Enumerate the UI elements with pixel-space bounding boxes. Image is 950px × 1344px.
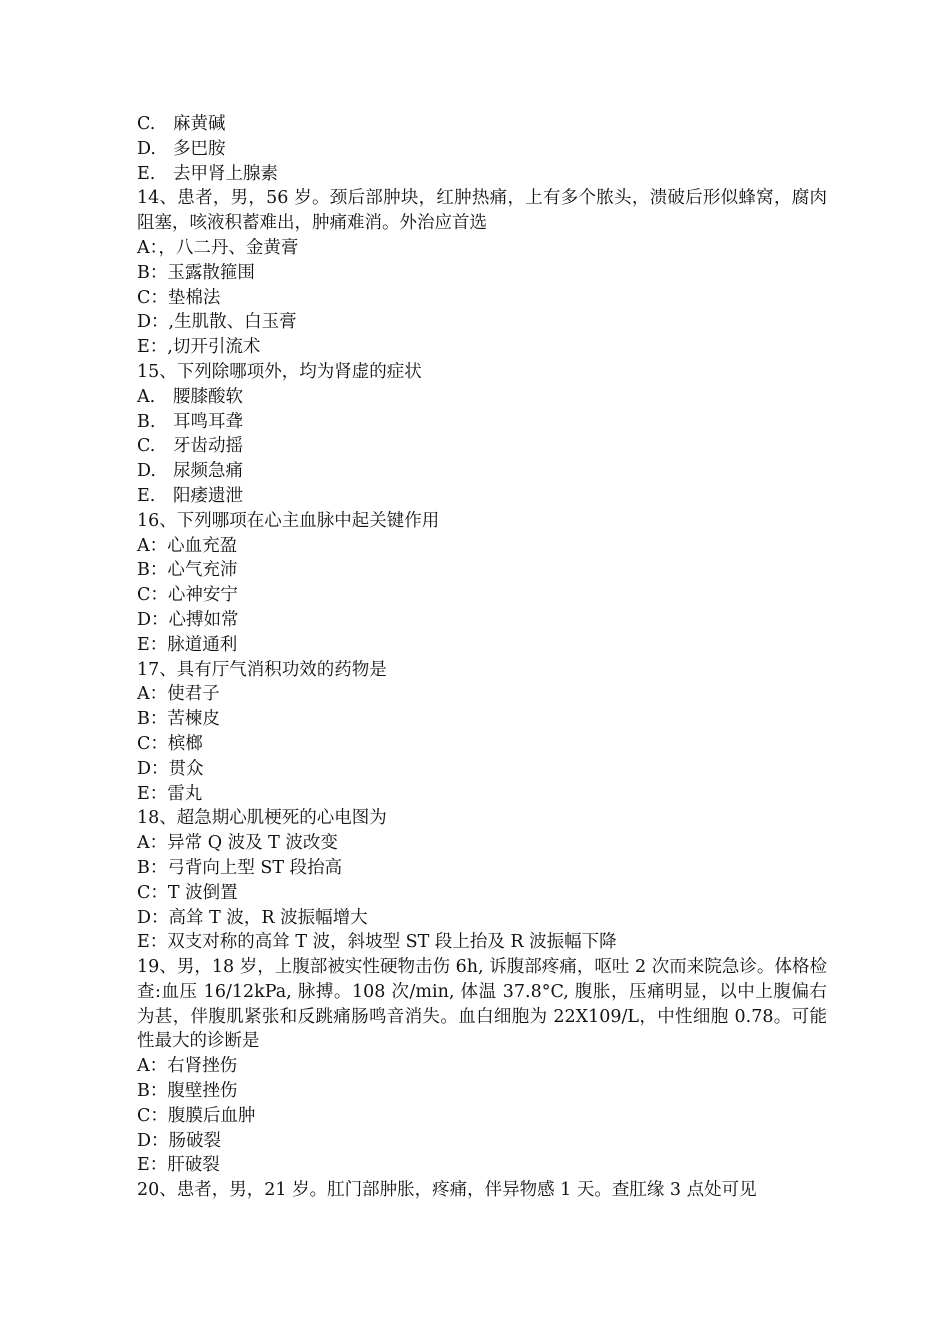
option-text: 麻黄碱 <box>173 114 226 134</box>
answer-option: A：，八二丹、金黄膏 <box>137 237 299 258</box>
option-label: B. <box>137 411 156 432</box>
answer-option: D：贯众 <box>137 758 204 779</box>
document-body <box>137 112 827 1203</box>
answer-option <box>137 137 827 162</box>
question-text: 14、患者，男，56 岁。颈后部肿块，红肿热痛，上有多个脓头，溃破后形似蜂窝，腐肉阻塞，咳液积蓄难出，肿痛难消。外治应首选 <box>137 188 827 234</box>
answer-option <box>137 434 827 459</box>
answer-option: D：高耸 T 波，R 波振幅增大 <box>137 907 368 928</box>
option-label: C. <box>137 436 156 457</box>
answer-option: E：,切开引流术 <box>137 337 261 358</box>
answer-option: C：垫棉法 <box>137 287 221 308</box>
question-text: 20、患者，男，21 岁。肛门部肿胀，疼痛，伴异物感 1 天。查肛缘 3 点处可见 <box>137 1180 757 1201</box>
answer-option: B：玉露散箍围 <box>137 262 255 283</box>
answer-option: B：苦楝皮 <box>137 709 220 730</box>
answer-option <box>137 162 827 187</box>
option-text: 腰膝酸软 <box>173 386 243 407</box>
answer-option: D：,生肌散、白玉膏 <box>137 312 297 333</box>
question-text: 18、超急期心肌梗死的心电图为 <box>137 808 387 829</box>
option-text: 阳痿遗泄 <box>173 485 243 506</box>
option-text: 耳鸣耳聋 <box>173 411 243 432</box>
option-label: E. <box>137 163 156 184</box>
answer-option: C：心神安宁 <box>137 585 238 606</box>
answer-option: A：心血充盈 <box>137 535 238 556</box>
answer-option: A：右肾挫伤 <box>137 1056 238 1077</box>
option-label: D. <box>137 461 156 482</box>
answer-option <box>137 385 827 410</box>
option-text: 尿频急痛 <box>173 461 243 482</box>
answer-option: C：槟榔 <box>137 733 203 754</box>
answer-option: D：肠破裂 <box>137 1130 222 1151</box>
answer-option: E：双支对称的高耸 T 波，斜坡型 ST 段上抬及 R 波振幅下降 <box>137 932 617 953</box>
option-text: 去甲肾上腺素 <box>173 163 278 184</box>
answer-option: C：T 波倒置 <box>137 882 238 903</box>
option-label: D. <box>137 138 156 159</box>
option-label: A. <box>137 386 156 407</box>
answer-option: B：腹壁挫伤 <box>137 1081 238 1102</box>
question-text: 16、下列哪项在心主血脉中起关键作用 <box>137 510 440 531</box>
answer-option <box>137 484 827 509</box>
answer-option <box>137 410 827 435</box>
question-text: 19、男，18 岁，上腹部被实性硬物击伤 6h, 诉腹部疼痛，呕吐 2 次而来院急诊。体格检查:血压 16/12kPa, 脉搏。108 次/min, 体温 37.8°C, 腹胀，压痛明显，以中上腹偏右为甚，伴腹肌紧张和反跳痛肠鸣音消失。血白细胞为 22X109/L，中性细胞 0.78。可能性最大的诊断是 <box>137 957 827 1052</box>
answer-option: E：脉道通利 <box>137 634 238 655</box>
option-label: C. <box>137 114 156 134</box>
question-text: 17、具有厅气消积功效的药物是 <box>137 659 387 680</box>
option-text: 牙齿动摇 <box>173 436 243 457</box>
answer-option: A：使君子 <box>137 684 220 705</box>
option-text: 多巴胺 <box>173 138 226 159</box>
option-label: E. <box>137 485 156 506</box>
answer-option: B：弓背向上型 ST 段抬高 <box>137 857 343 878</box>
answer-option: C：腹膜后血肿 <box>137 1105 256 1126</box>
answer-option <box>137 459 827 484</box>
answer-option: E：雷丸 <box>137 783 203 804</box>
answer-option: D：心搏如常 <box>137 609 239 630</box>
answer-option: E：肝破裂 <box>137 1155 220 1176</box>
answer-option: A：异常 Q 波及 T 波改变 <box>137 833 338 854</box>
answer-option <box>137 112 827 137</box>
question-text: 15、下列除哪项外，均为肾虚的症状 <box>137 361 422 382</box>
answer-option: B：心气充沛 <box>137 560 238 581</box>
